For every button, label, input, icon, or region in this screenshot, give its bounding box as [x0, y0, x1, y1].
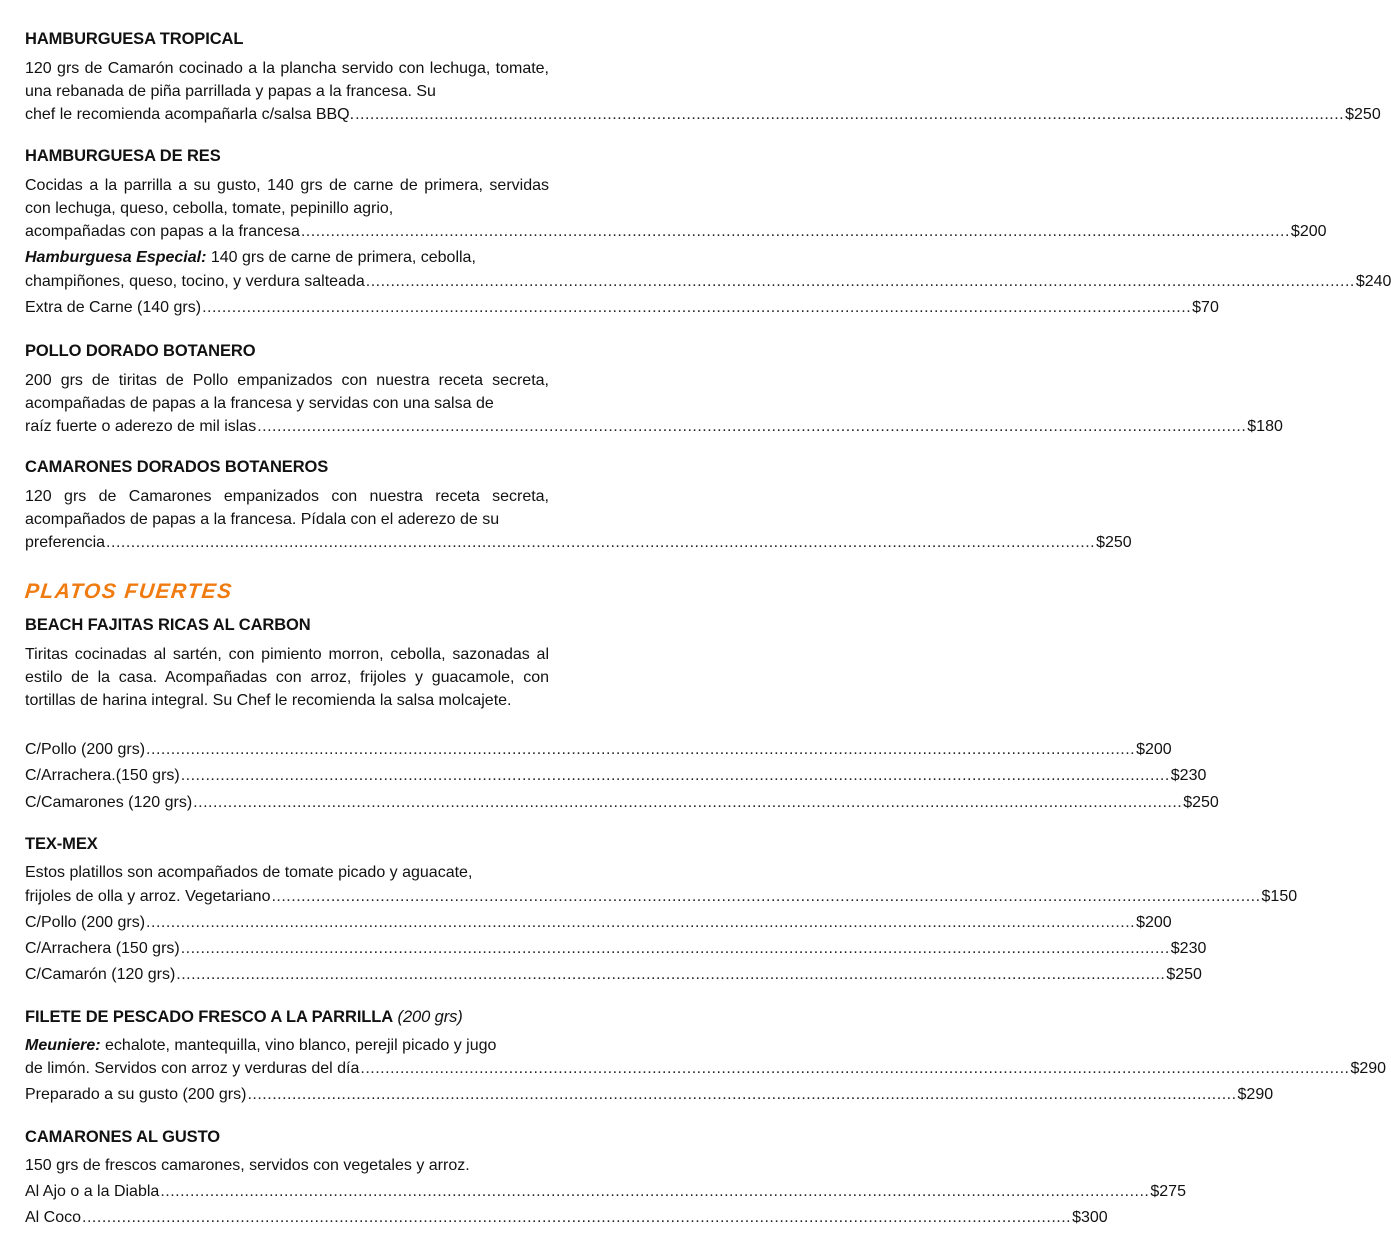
dot-leader: ........................................................................................................................................................................................................ — [180, 940, 1170, 957]
price: $240 — [1355, 273, 1391, 290]
dot-leader: ........................................................................................................................................................................................................ — [360, 1060, 1350, 1077]
meuniere-label: Meuniere: — [25, 1037, 101, 1054]
item-title-camarones-al-gusto: CAMARONES AL GUSTO — [25, 1128, 220, 1146]
price-line — [25, 791, 1219, 814]
dot-leader: ........................................................................................................................................................................................................ — [146, 914, 1136, 931]
price-line — [25, 1057, 1387, 1080]
item-title-hamburguesa-de-res: HAMBURGUESA DE RES — [25, 147, 221, 165]
line-text: raíz fuerte o aderezo de mil islas — [25, 418, 257, 435]
line-text: Al Coco — [25, 1209, 82, 1226]
dot-leader: ........................................................................................................................................................................................................ — [176, 966, 1166, 983]
price-line — [25, 270, 1391, 293]
dot-leader: ........................................................................................................................................................................................................ — [180, 767, 1170, 784]
price: $200 — [1136, 741, 1172, 758]
line-text: champiñones, queso, tocino, y verdura salteada — [25, 273, 365, 290]
item-title-camarones-dorados: CAMARONES DORADOS BOTANEROS — [25, 458, 329, 476]
price: $250 — [1345, 106, 1381, 123]
line-text: C/Arrachera.(150 grs) — [25, 767, 180, 784]
price: $275 — [1150, 1183, 1186, 1200]
price-line — [25, 1206, 1108, 1229]
dot-leader: ........................................................................................................................................................................................................ — [355, 106, 1345, 123]
dot-leader: ........................................................................................................................................................................................................ — [146, 741, 1136, 758]
line-text: de limón. Servidos con arroz y verduras del día — [25, 1060, 360, 1077]
dot-leader: ........................................................................................................................................................................................................ — [365, 273, 1355, 290]
line-text: C/Pollo (200 grs) — [25, 914, 146, 931]
line-text: frijoles de olla y arroz. Vegetariano — [25, 888, 271, 905]
line-text: C/Pollo (200 grs) — [25, 741, 146, 758]
price: $290 — [1237, 1086, 1274, 1103]
line-text: Extra de Carne (140 grs) — [25, 299, 202, 316]
price: $200 — [1136, 914, 1172, 931]
price: $150 — [1261, 888, 1298, 905]
price: $70 — [1192, 299, 1219, 316]
line-text: C/Arrachera (150 grs) — [25, 940, 180, 957]
item-title-hamburguesa-tropical: HAMBURGUESA TROPICAL — [25, 30, 244, 48]
dot-leader: ........................................................................................................................................................................................................ — [193, 794, 1183, 811]
special-label: Hamburguesa Especial: — [25, 249, 207, 266]
item-title-pollo-dorado: POLLO DORADO BOTANERO — [25, 342, 256, 360]
meuniere-description — [25, 1034, 549, 1057]
dot-leader: ........................................................................................................................................................................................................ — [300, 223, 1290, 240]
price-line — [25, 937, 1207, 960]
price-line — [25, 1083, 1274, 1106]
line-text: preferencia — [25, 534, 106, 551]
price-line — [25, 531, 1132, 554]
price: $290 — [1350, 1060, 1387, 1077]
line-text: C/Camarones (120 grs) — [25, 794, 193, 811]
price-line — [25, 220, 1327, 243]
special-text: 140 grs de carne de primera, cebolla, — [206, 249, 476, 266]
special-description — [25, 246, 549, 269]
item-description: 120 grs de Camarones empanizados con nuestra receta secreta, acompañados de papas a la francesa. Pídala con el aderezo de su — [25, 488, 549, 528]
line-text: chef le recomienda acompañarla c/salsa BBQ. — [25, 106, 355, 123]
dot-leader: ........................................................................................................................................................................................................ — [106, 534, 1096, 551]
dot-leader: ........................................................................................................................................................................................................ — [160, 1183, 1150, 1200]
line-text: acompañadas con papas a la francesa — [25, 223, 300, 240]
item-title-tex-mex: TEX-MEX — [25, 835, 98, 853]
price: $250 — [1183, 794, 1219, 811]
dot-leader: ........................................................................................................................................................................................................ — [271, 888, 1261, 905]
price: $250 — [1096, 534, 1132, 551]
dot-leader: ........................................................................................................................................................................................................ — [202, 299, 1192, 316]
title-note: (200 grs) — [393, 1008, 463, 1026]
price-line — [25, 764, 1207, 787]
price-line — [25, 1180, 1186, 1203]
price: $180 — [1247, 418, 1283, 435]
price: $300 — [1072, 1209, 1108, 1226]
item-description: 200 grs de tiritas de Pollo empanizados con nuestra receta secreta, acompañadas de papas a la francesa y servidas con una salsa de — [25, 372, 549, 412]
dot-leader: ........................................................................................................................................................................................................ — [82, 1209, 1072, 1226]
item-title-filete-pescado — [25, 1008, 463, 1027]
price-line — [25, 415, 1283, 438]
title-text: FILETE DE PESCADO FRESCO A LA PARRILLA — [25, 1008, 394, 1026]
price-line — [25, 963, 1202, 986]
price-line — [25, 296, 1219, 319]
dot-leader: ........................................................................................................................................................................................................ — [257, 418, 1247, 435]
item-description: 120 grs de Camarón cocinado a la plancha servido con lechuga, tomate, una rebanada de piña parrillada y papas a la francesa. Su — [25, 60, 549, 100]
item-description: Tiritas cocinadas al sartén, con pimiento morron, cebolla, sazonadas al estilo de la casa. Acompañadas con arroz, frijoles y guacamole, con tortillas de harina integral. Su Chef le recomienda la salsa molcajete. — [25, 646, 549, 709]
price: $230 — [1170, 940, 1207, 957]
line-text: C/Camarón (120 grs) — [25, 966, 176, 983]
price-line — [25, 103, 1381, 126]
price: $230 — [1170, 767, 1207, 784]
item-title-beach-fajitas: BEACH FAJITAS RICAS AL CARBON — [25, 616, 311, 634]
line-text: Al Ajo o a la Diabla — [25, 1183, 160, 1200]
price: $250 — [1166, 966, 1202, 983]
item-description: Estos platillos son acompañados de tomate picado y aguacate, — [25, 864, 473, 881]
item-description: 150 grs de frescos camarones, servidos con vegetales y arroz. — [25, 1157, 470, 1174]
dot-leader: ........................................................................................................................................................................................................ — [247, 1086, 1237, 1103]
line-text: Preparado a su gusto (200 grs) — [25, 1086, 247, 1103]
section-heading-platos-fuertes: PLATOS FUERTES — [23, 580, 234, 603]
item-description: Cocidas a la parrilla a su gusto, 140 grs de carne de primera, servidas con lechuga, queso, cebolla, tomate, pepinillo agrio, — [25, 177, 549, 217]
price: $200 — [1290, 223, 1327, 240]
price-line — [25, 738, 1172, 761]
price-line — [25, 911, 1172, 934]
meuniere-text: echalote, mantequilla, vino blanco, perejil picado y jugo — [100, 1037, 497, 1054]
price-line — [25, 885, 1298, 908]
